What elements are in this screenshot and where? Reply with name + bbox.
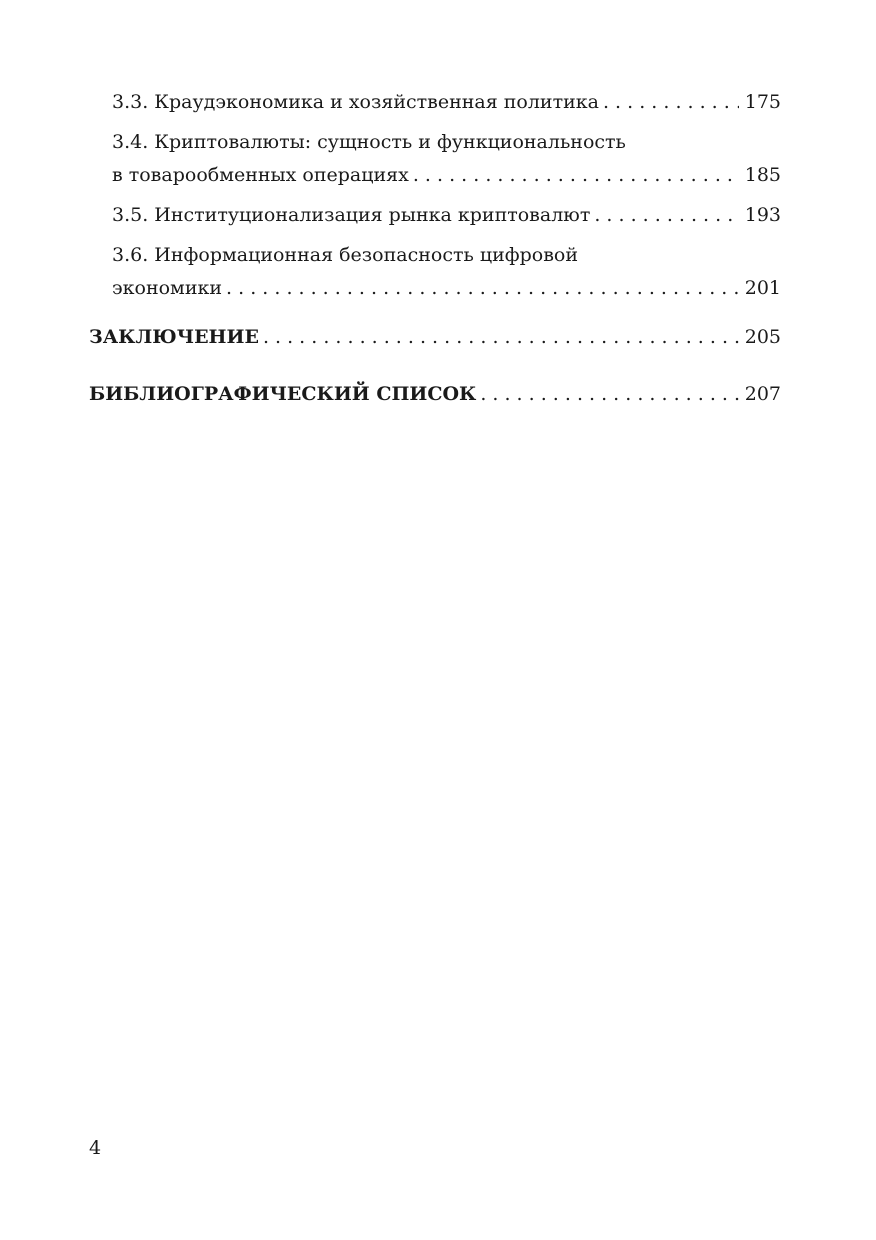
toc-leader-dots: [263, 321, 739, 354]
toc-entry-line: [89, 321, 781, 354]
toc-entry-title-line1: 3.6. Информационная безопасность цифровой: [112, 244, 579, 266]
toc-entry-title: в товарообменных операциях: [112, 164, 409, 186]
toc-leader-dots: [594, 199, 738, 232]
toc-entry-title: ЗАКЛЮЧЕНИЕ: [89, 326, 259, 348]
toc-entry-title: 3.3. Краудэкономика и хозяйственная политика: [112, 91, 599, 113]
toc-leader-dots: [226, 272, 739, 305]
toc-entry-page: 207: [744, 383, 781, 405]
toc-entry-line: [112, 199, 781, 232]
toc-entry-3-4[interactable]: [89, 126, 781, 192]
toc-entry-3-5[interactable]: [89, 199, 781, 232]
toc-entry-title: экономики: [112, 277, 223, 299]
toc-leader-dots: [603, 86, 739, 119]
toc-entry-line: [112, 272, 781, 305]
toc-entry-3-3[interactable]: [89, 86, 781, 119]
toc-entry-bibliography[interactable]: [89, 378, 781, 411]
toc-leader-dots: [413, 159, 739, 192]
toc-entry-page: 185: [744, 164, 781, 186]
toc-entry-page: 175: [744, 91, 781, 113]
toc-entry-3-6[interactable]: [89, 239, 781, 305]
toc-leader-dots: [480, 378, 738, 411]
toc-entry-line: [112, 159, 781, 192]
toc-entry-page: 205: [744, 326, 781, 348]
toc-entry-title: 3.5. Институционализация рынка криптовалют: [112, 204, 591, 226]
page-number: 4: [89, 1137, 102, 1159]
toc-entry-title-line1: 3.4. Криптовалюты: сущность и функциональность: [112, 131, 626, 153]
toc-entry-line: [89, 378, 781, 411]
toc-entry-conclusion[interactable]: [89, 321, 781, 354]
table-of-contents: [89, 86, 781, 411]
toc-entry-line: [112, 86, 781, 119]
toc-entry-title: БИБЛИОГРАФИЧЕСКИЙ СПИСОК: [89, 383, 477, 405]
toc-entry-page: 201: [744, 277, 781, 299]
toc-entry-page: 193: [744, 204, 781, 226]
